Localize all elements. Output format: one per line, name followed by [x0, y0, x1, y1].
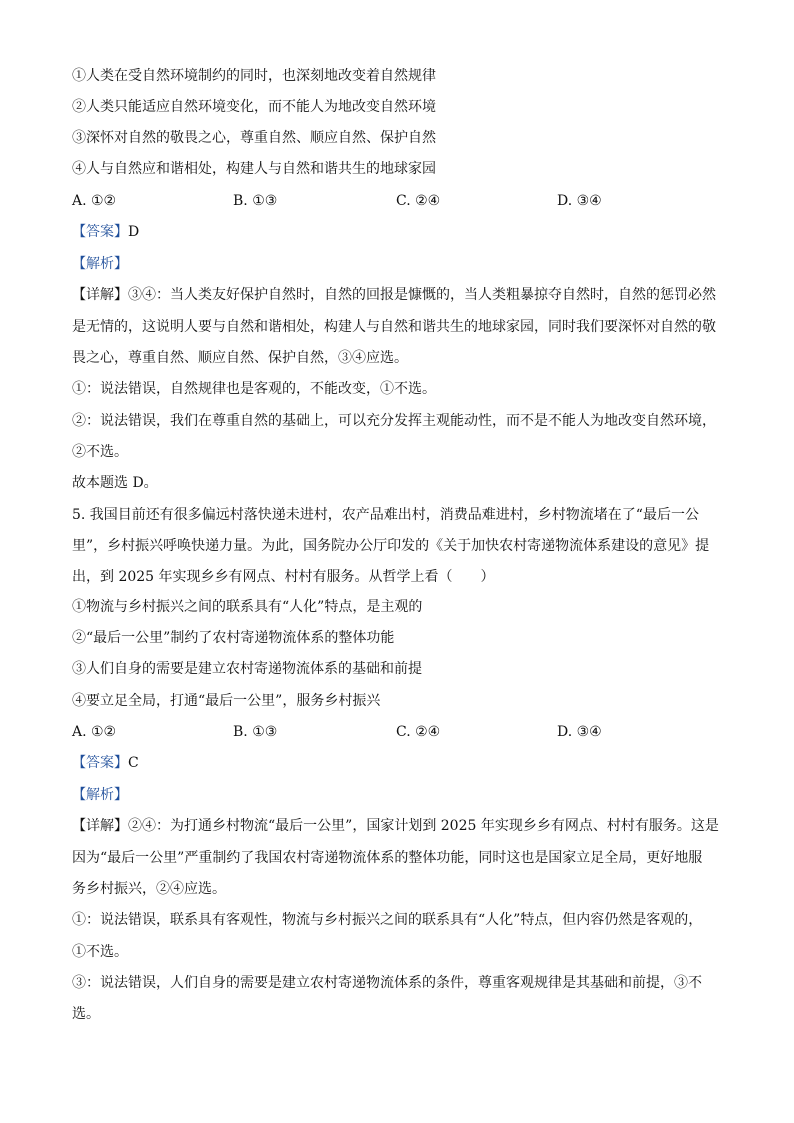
- q4-statement-2: ②人类只能适应自然环境变化，而不能人为地改变自然环境: [72, 99, 436, 115]
- q5-detail-line-1: [72, 817, 722, 835]
- q4-option-d: D. ③④: [557, 193, 602, 209]
- q4-option-c: C. ②④: [396, 193, 441, 209]
- q5-detail-line-6: ③：说法错误，人们自身的需要是建立农村寄递物流体系的条件，尊重客观规律是其基础和前提，③不: [72, 975, 702, 991]
- q5-stem-line-1: 5. 我国目前还有很多偏远村落快递未进村，农产品难出村，消费品难进村，乡村物流堵在了“最后一公: [72, 507, 699, 523]
- q5-stem-line-2: 里”，乡村振兴呼唤快递力量。为此，国务院办公厅印发的《关于加快农村寄递物流体系建设的意见》提: [72, 538, 710, 554]
- q5-detail-line-5: ①不选。: [72, 944, 128, 960]
- q4-analysis-tag: [72, 255, 722, 273]
- q5-statement-3: ③人们自身的需要是建立农村寄递物流体系的基础和前提: [72, 661, 422, 677]
- q4-option-a: A. ①②: [72, 193, 117, 209]
- q5-detail-line-7: 选。: [72, 1006, 100, 1022]
- q5-option-b: B. ①③: [233, 724, 278, 740]
- q5-statement-1: ①物流与乡村振兴之间的联系具有“人化”特点，是主观的: [72, 599, 423, 615]
- answer-tag: 【答案】: [72, 755, 128, 771]
- q4-detail-line-6: ②不选。: [72, 444, 128, 460]
- q4-statement-1: ①人类在受自然环境制约的同时，也深刻地改变着自然规律: [72, 68, 436, 84]
- q5-option-a: A. ①②: [72, 724, 117, 740]
- q4-detail-line-5: ②：说法错误，我们在尊重自然的基础上，可以充分发挥主观能动性，而不是不能人为地改变自然环境，: [72, 413, 716, 429]
- q5-detail-line-2: 因为“最后一公里”严重制约了我国农村寄递物流体系的整体功能，同时这也是国家立足全局，更好地服: [72, 850, 703, 866]
- analysis-tag: 【解析】: [72, 256, 128, 272]
- q5-detail-line-4: ①：说法错误，联系具有客观性，物流与乡村振兴之间的联系具有“人化”特点，但内容仍然是客观的，: [72, 912, 703, 928]
- q4-answer-value: D: [128, 224, 140, 240]
- q4-detail-line-4: ①：说法错误，自然规律也是客观的，不能改变，①不选。: [72, 381, 436, 397]
- analysis-tag: 【解析】: [72, 787, 128, 803]
- q5-statement-4: ④要立足全局，打通“最后一公里”，服务乡村振兴: [72, 693, 381, 709]
- q4-statement-4: ④人与自然应和谐相处，构建人与自然和谐共生的地球家园: [72, 161, 436, 177]
- q5-option-c: C. ②④: [396, 724, 441, 740]
- detail-tag: 【详解】: [72, 287, 128, 303]
- q4-detail-text-1: ③④：当人类友好保护自然时，自然的回报是慷慨的，当人类粗暴掠夺自然时，自然的惩罚必然: [128, 287, 716, 303]
- answer-tag: 【答案】: [72, 224, 128, 240]
- q5-detail-line-3: 务乡村振兴，②④应选。: [72, 881, 226, 897]
- q5-stem-line-3: 出，到 2025 年实现乡乡有网点、村村有服务。从哲学上看（ ）: [72, 569, 495, 585]
- q5-option-d: D. ③④: [557, 724, 602, 740]
- q5-detail-text-1: ②④：为打通乡村物流“最后一公里”，国家计划到 2025 年实现乡乡有网点、村村有服务。这是: [128, 818, 719, 834]
- q5-answer-value: C: [128, 755, 139, 771]
- q4-answer-line: [72, 223, 722, 241]
- q4-statement-3: ③深怀对自然的敬畏之心，尊重自然、顺应自然、保护自然: [72, 130, 436, 146]
- detail-tag: 【详解】: [72, 818, 128, 834]
- q5-statement-2: ②“最后一公里”制约了农村寄递物流体系的整体功能: [72, 630, 395, 646]
- q4-detail-line-2: 是无情的，这说明人要与自然和谐相处，构建人与自然和谐共生的地球家园，同时我们要深怀对自然的敬: [72, 319, 716, 335]
- q4-detail-line-3: 畏之心，尊重自然、顺应自然、保护自然，③④应选。: [72, 350, 408, 366]
- q4-option-b: B. ①③: [233, 193, 278, 209]
- q4-detail-line-7: 故本题选 D。: [72, 475, 158, 491]
- q4-detail-line-1: [72, 286, 722, 304]
- q5-analysis-tag: [72, 786, 722, 804]
- q5-answer-line: [72, 754, 722, 772]
